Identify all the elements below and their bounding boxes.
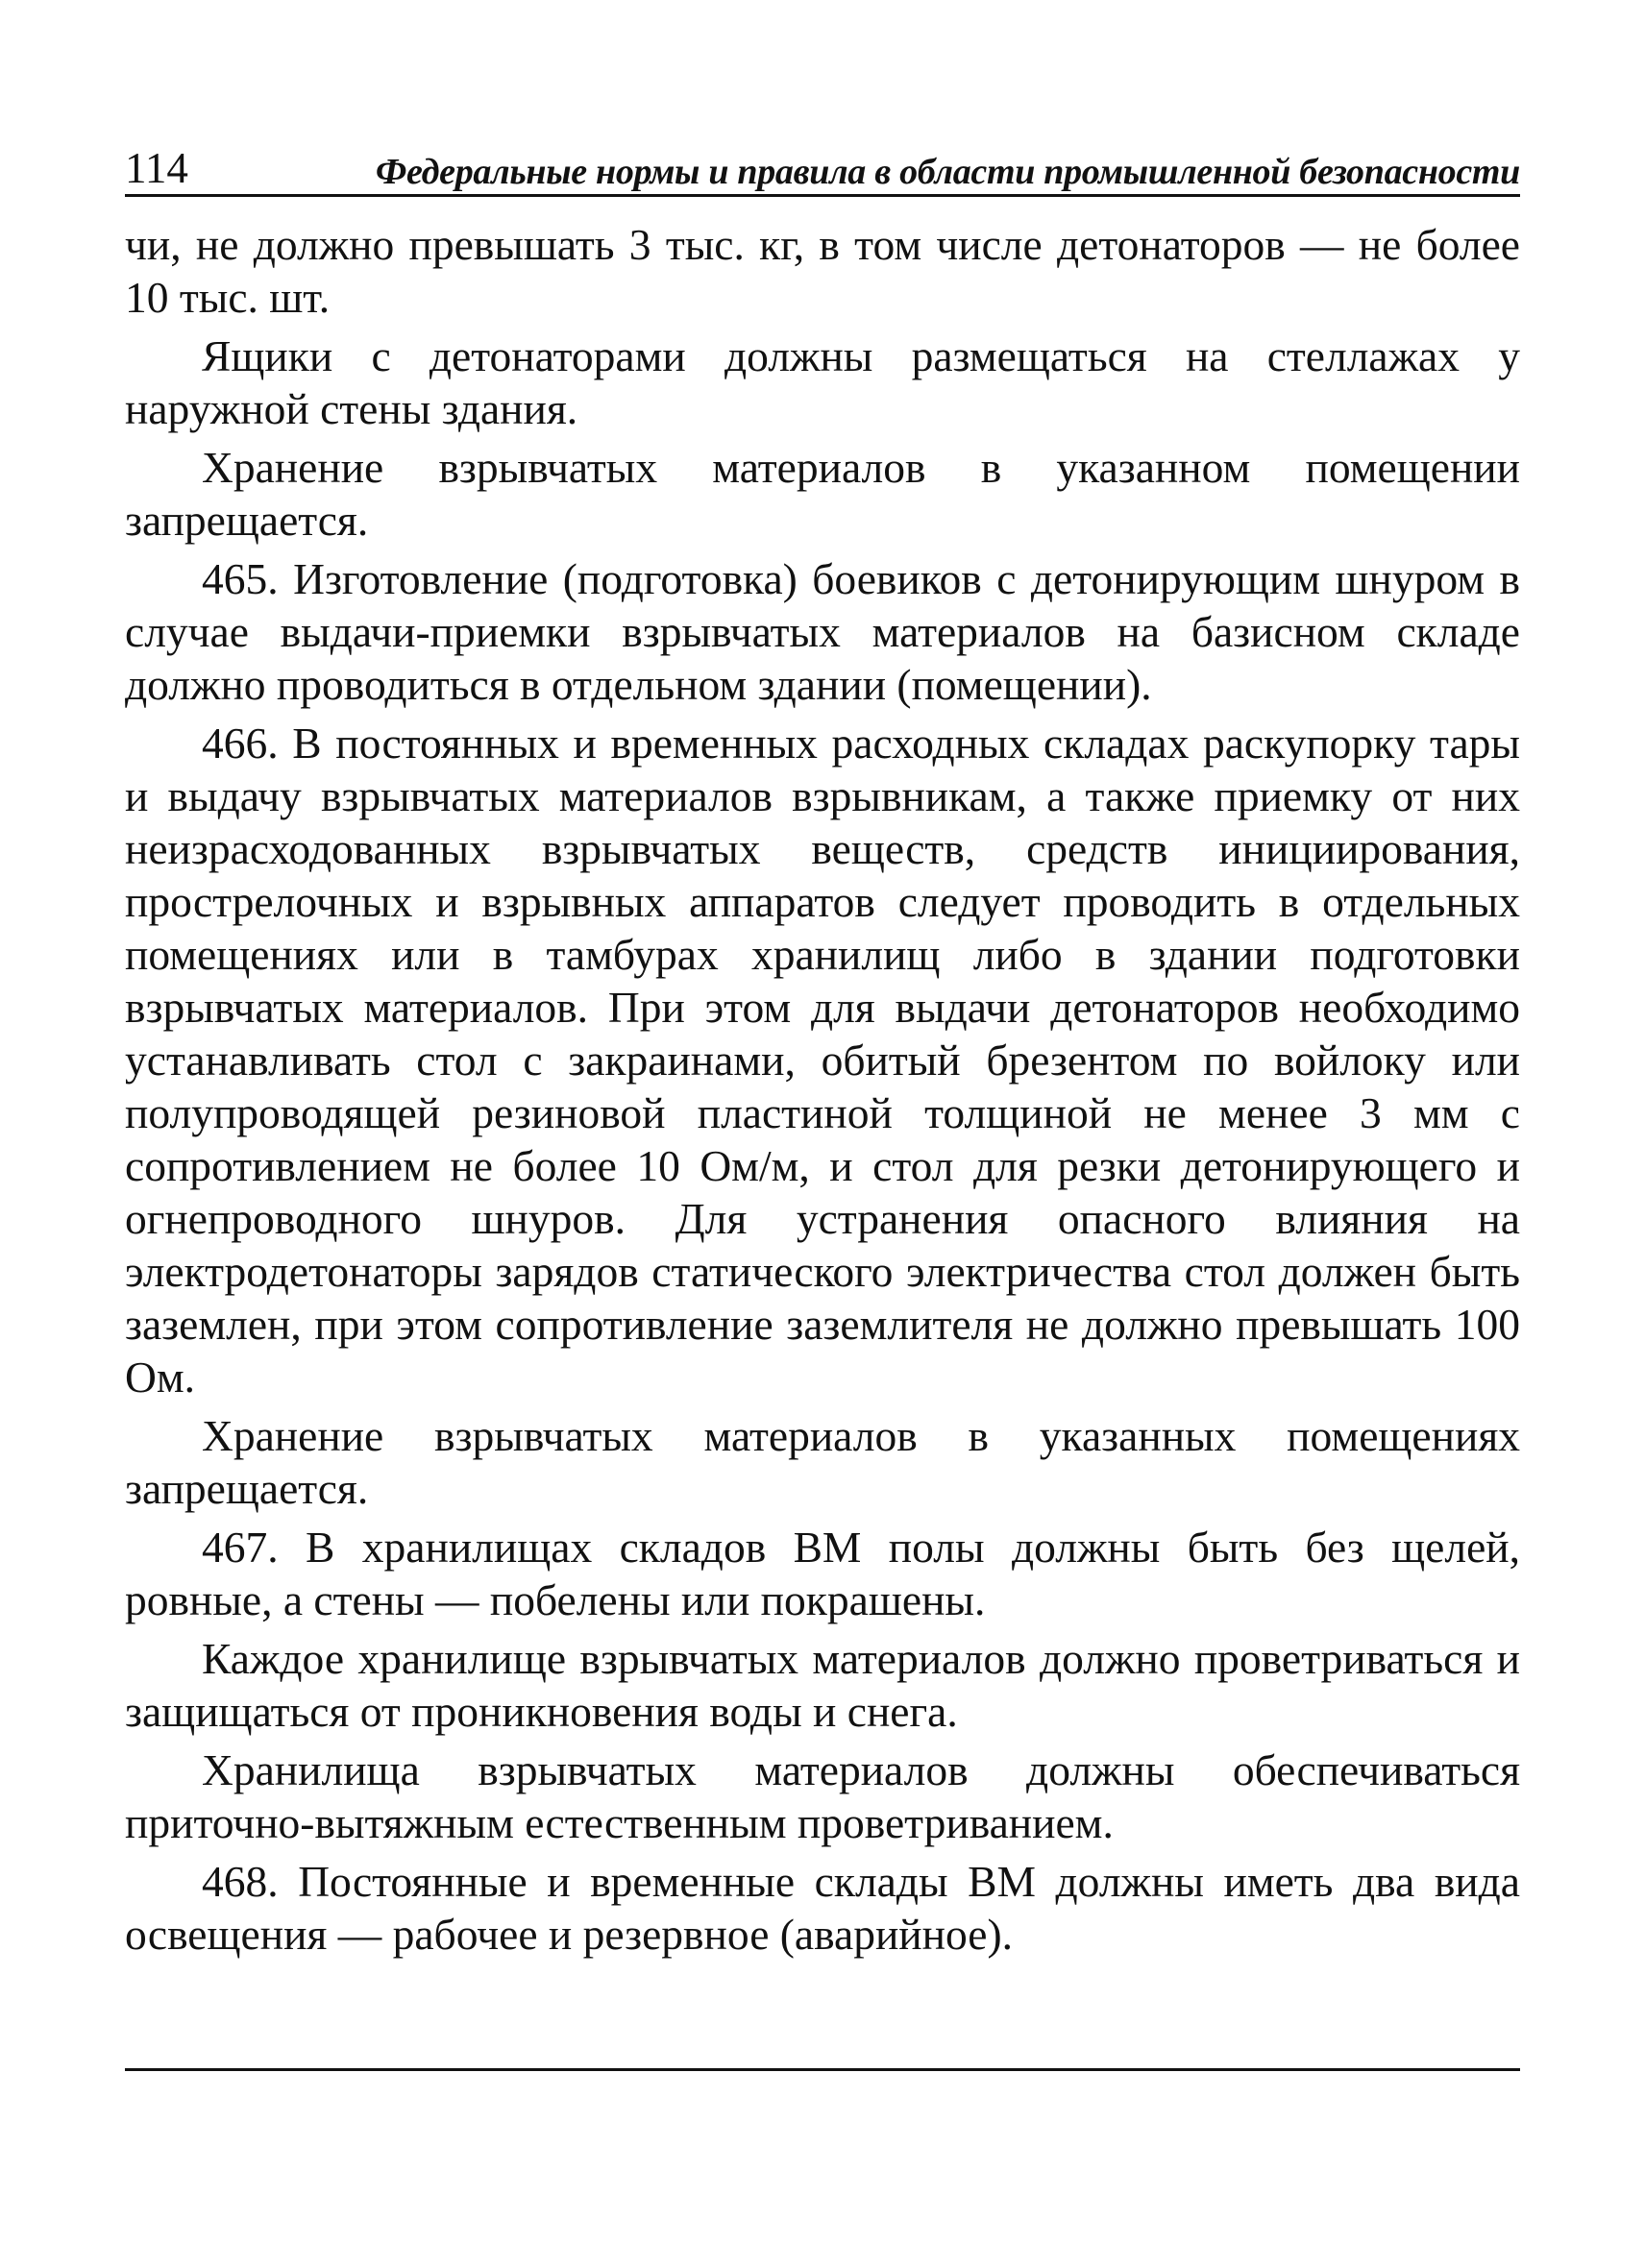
book-page [125, 134, 1520, 1966]
running-header-title: Федеральные нормы и правила в области промышленной безопасности [375, 152, 1520, 192]
running-header [125, 134, 1520, 197]
paragraph: Ящики с детонаторами должны размещаться на стеллажах у наружной стены здания. [125, 331, 1520, 433]
paragraph: Хранилища взрывчатых материалов должны обеспечиваться приточно-вытяжным естественным проветриванием. [125, 1745, 1520, 1847]
bottom-rule [125, 2068, 1520, 2071]
body-text [125, 218, 1520, 1961]
paragraph: Хранение взрывчатых материалов в указанных помещениях запрещается. [125, 1411, 1520, 1513]
paragraph: Хранение взрывчатых материалов в указанном помещении запрещается. [125, 443, 1520, 545]
section-466: 466. В постоянных и временных расходных складах раскупорку тары и выдачу взрывчатых материалов взрывникам, а также приемку от них неизрасходованных взрывчатых веществ, средств инициирования, прострелочных и взрывных аппаратов следует проводить в отдельных помещениях или в тамбурах хранилищ либо в здании подготовки взрывчатых материалов. При этом для выдачи детонаторов необходимо устанавливать стол с закраинами, обитый брезентом по войлоку или полупроводящей резиновой пластиной толщиной не менее 3 мм с сопротивлением не более 10 Ом/м, и стол для резки детонирующего и огнепроводного шнуров. Для устранения опасного влияния на электродетонаторы зарядов статического электричества стол должен быть заземлен, при этом сопротивление заземлителя не должно превышать 100 Ом. [125, 719, 1520, 1402]
section-468: 468. Постоянные и временные склады ВМ должны иметь два вида освещения — рабочее и резервное (аварийное). [125, 1857, 1520, 1959]
section-467: 467. В хранилищах складов ВМ полы должны быть без щелей, ровные, а стены — побелены или покрашены. [125, 1523, 1520, 1624]
section-465: 465. Изготовление (подготовка) боевиков с детонирующим шнуром в случае выдачи-приемки взрывчатых материалов на базисном складе должно проводиться в отдельном здании (помещении). [125, 554, 1520, 709]
page-number: 114 [125, 144, 188, 192]
paragraph: Каждое хранилище взрывчатых материалов должно проветриваться и защищаться от проникновения воды и снега. [125, 1634, 1520, 1736]
paragraph: чи, не должно превышать 3 тыс. кг, в том числе детонаторов — не более 10 тыс. шт. [125, 220, 1520, 322]
